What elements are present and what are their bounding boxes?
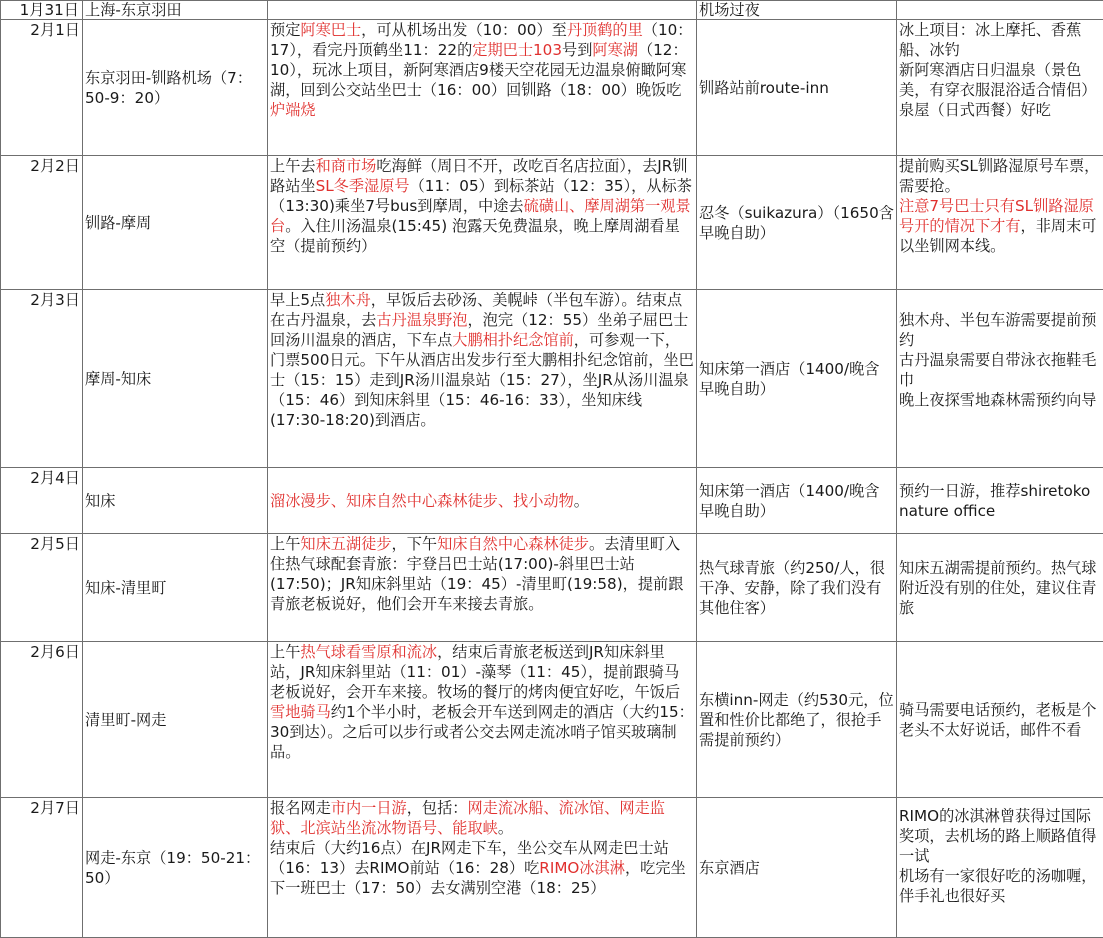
highlighted-text: 溜冰漫步、知床自然中心森林徒步、找小动物 <box>270 492 574 510</box>
text-segment: ，下午 <box>392 535 438 553</box>
row-date: 2月2日 <box>1 156 83 290</box>
highlighted-text: 定期巴士103 <box>472 41 562 59</box>
row-route: 钏路-摩周 <box>83 156 268 290</box>
highlighted-text: 热气球看雪原和流冰 <box>300 643 437 661</box>
row-date: 2月5日 <box>1 534 83 642</box>
row-notes <box>897 798 1103 938</box>
row-notes <box>897 468 1103 534</box>
row-detail <box>268 156 697 290</box>
row-route: 清里町-网走 <box>83 642 268 798</box>
highlighted-text: 知床自然中心森林徒步 <box>437 535 589 553</box>
row-hotel <box>697 534 897 642</box>
text-segment: 冰上项目：冰上摩托、香蕉船、冰钓 <box>899 21 1081 59</box>
text-segment: 早上5点 <box>270 291 325 309</box>
text-segment: 提前购买SL钏路湿原号车票，需要抢。 <box>899 157 1099 195</box>
row-date: 2月4日 <box>1 468 83 534</box>
row-route: 知床-清里町 <box>83 534 268 642</box>
text-segment: 新阿寒酒店日归温泉（景色美，有穿衣服混浴适合情侣） <box>899 61 1096 99</box>
header-detail <box>268 1 697 20</box>
text-segment: 东京酒店 <box>699 859 760 877</box>
text-segment: 机场有一家很好吃的汤咖喱，伴手礼也很好买 <box>899 867 1096 905</box>
day-row <box>1 642 1103 798</box>
row-notes <box>897 20 1103 156</box>
text-segment: 预约一日游，推荐shiretoko nature office <box>899 482 1090 520</box>
text-segment: 钏路站前route-inn <box>699 79 829 97</box>
text-segment: 。入住川汤温泉(15:45) 泡露天免费温泉，晚上摩周湖看星空（提前预约） <box>270 217 680 255</box>
text-segment: RIMO的冰淇淋曾获得过国际奖项，去机场的路上顺路值得一试 <box>899 807 1096 865</box>
highlighted-text: 市内一日游 <box>331 799 407 817</box>
row-detail <box>268 468 697 534</box>
highlighted-text: SL冬季湿原号 <box>316 177 410 195</box>
row-route: 摩周-知床 <box>83 290 268 468</box>
row-date: 2月3日 <box>1 290 83 468</box>
text-segment: 骑马需要电话预约，老板是个老头不太好说话，邮件不看 <box>899 701 1096 739</box>
text-segment: 报名网走 <box>270 799 331 817</box>
text-segment: 热气球青旅（约250/人，很干净、安静，除了我们没有其他住客） <box>699 559 885 617</box>
text-segment: 泉屋（日式西餐）好吃 <box>899 101 1051 119</box>
row-hotel <box>697 798 897 938</box>
row-notes <box>897 642 1103 798</box>
text-segment: 古丹温泉需要自带泳衣拖鞋毛巾 <box>899 351 1096 389</box>
header-row <box>1 1 1103 20</box>
text-segment: 结束后（大约16点）在JR网走下车，坐公交车从网走巴士站（16：13）去RIMO前站（16：28）吃 <box>270 839 669 877</box>
row-date: 2月1日 <box>1 20 83 156</box>
row-detail <box>268 642 697 798</box>
highlighted-text: RIMO冰淇淋 <box>539 859 625 877</box>
highlighted-text: 阿寒湖 <box>592 41 638 59</box>
row-detail <box>268 290 697 468</box>
day-row <box>1 290 1103 468</box>
text-segment: ，包括： <box>407 799 468 817</box>
day-row <box>1 468 1103 534</box>
text-segment: ，吃完坐下一班巴士（17：50）去女满别空港（18：25） <box>270 859 686 897</box>
row-notes <box>897 156 1103 290</box>
text-segment: 。去清里町入住热气球配套青旅：宇登吕巴士站(17:00)-斜里巴士站(17:50)；JR知床斜里站（19：45）-清里町(19:58)，提前跟青旅老板说好，他们会开车来接去青旅。 <box>270 535 683 613</box>
day-row <box>1 156 1103 290</box>
text-segment: ，结束后青旅老板送到JR知床斜里站，JR知床斜里站（11：01）-藻琴（11：45），提前跟骑马老板说好，会开车来接。牧场的餐厅的烤肉便宜好吃，午饭后 <box>270 643 680 701</box>
row-detail <box>268 20 697 156</box>
row-hotel <box>697 468 897 534</box>
highlighted-text: 大鹏相扑纪念馆前 <box>452 331 574 349</box>
highlighted-text: 硫磺山、摩周湖第一观景台 <box>270 197 691 235</box>
highlighted-text: 独木舟 <box>325 291 371 309</box>
text-segment: 号到 <box>562 41 592 59</box>
day-row <box>1 798 1103 938</box>
highlighted-text: 古丹温泉野泡 <box>376 311 467 329</box>
row-detail <box>268 534 697 642</box>
text-segment: 东横inn-网走（约530元，位置和性价比都绝了，很抢手需提前预约） <box>699 691 894 749</box>
highlighted-text: 阿寒巴士 <box>300 21 361 39</box>
day-row <box>1 20 1103 156</box>
row-route: 知床 <box>83 468 268 534</box>
row-route: 东京羽田-钏路机场（7：50-9：20） <box>83 20 268 156</box>
row-date: 2月6日 <box>1 642 83 798</box>
text-segment: （10：17），看完丹顶鹤坐11：22的 <box>270 21 692 59</box>
highlighted-text: 知床五湖徒步 <box>300 535 391 553</box>
row-detail <box>268 798 697 938</box>
row-hotel <box>697 20 897 156</box>
text-segment: 吃海鲜（周日不开，改吃百名店拉面），去JR钏路站坐 <box>270 157 688 195</box>
header-notes <box>897 1 1103 20</box>
highlighted-text: 炉端烧 <box>270 101 316 119</box>
text-segment: ，早饭后去砂汤、美幌峠（半包车游）。结束点在古丹温泉，去 <box>270 291 682 329</box>
highlighted-text: 雪地骑马 <box>270 703 331 721</box>
text-segment: 上午去 <box>270 157 316 175</box>
row-notes <box>897 290 1103 468</box>
text-segment: ，可从机场出发（10：00）至 <box>361 21 567 39</box>
row-hotel <box>697 290 897 468</box>
text-segment: 晚上夜探雪地森林需预约向导 <box>899 391 1096 409</box>
text-segment: （12：10），玩冰上项目，新阿寒酒店9楼天空花园无边温泉俯瞰阿寒湖，回到公交站坐巴士（16：00）回钏路（18：00）晚饭吃 <box>270 41 688 99</box>
text-segment: 知床五湖需提前预约。热气球附近没有别的住处，建议住青旅 <box>899 559 1096 617</box>
header-route: 上海-东京羽田 <box>83 1 268 20</box>
highlighted-text: 丹顶鹤的里 <box>567 21 643 39</box>
highlighted-text: 和商市场 <box>316 157 377 175</box>
text-segment: 上午 <box>270 643 300 661</box>
text-segment: （11：05）到标茶站（12：35），从标茶（13:30)乘坐7号bus到摩周，中途去 <box>270 177 692 215</box>
day-row <box>1 534 1103 642</box>
text-segment: 知床第一酒店（1400/晚含早晚自助） <box>699 482 879 520</box>
row-date: 2月7日 <box>1 798 83 938</box>
highlighted-text: 网走流冰船、流冰馆、网走监狱、北滨站坐流冰物语号、能取峡 <box>270 799 665 837</box>
row-hotel <box>697 156 897 290</box>
text-segment: 。 <box>498 819 513 837</box>
text-segment: 。 <box>574 492 589 510</box>
text-segment: 知床第一酒店（1400/晚含早晚自助） <box>699 360 879 398</box>
text-segment: ，泡完（12：55）坐弟子屈巴士回汤川温泉的酒店，下车点 <box>270 311 688 349</box>
row-route: 网走-东京（19：50-21：50） <box>83 798 268 938</box>
text-segment: 忍冬（suikazura）（1650含早晚自助） <box>699 204 894 242</box>
row-notes <box>897 534 1103 642</box>
row-hotel <box>697 642 897 798</box>
text-segment: 独木舟、半包车游需要提前预约 <box>899 311 1096 349</box>
header-hotel: 机场过夜 <box>697 1 897 20</box>
text-segment: ，可参观一下，门票500日元。下午从酒店出发步行至大鹏相扑纪念馆前，坐巴士（15：15）走到JR汤川温泉站（15：27），坐JR从汤川温泉（15：46）到知床斜里（15：46-16：33），坐知床线(17:30-18:20)到酒店。 <box>270 331 694 429</box>
text-segment: ，非周末可以坐钏网本线。 <box>899 217 1096 255</box>
header-date: 1月31日 <box>1 1 83 20</box>
text-segment: 上午 <box>270 535 300 553</box>
text-segment: 约1个半小时，老板会开车送到网走的酒店（大约15：30到达）。之后可以步行或者公交去网走流冰哨子馆买玻璃制品。 <box>270 703 694 761</box>
highlighted-text: 注意7号巴士只有SL钏路湿原号开的情况下才有 <box>899 197 1094 235</box>
text-segment: 预定 <box>270 21 300 39</box>
